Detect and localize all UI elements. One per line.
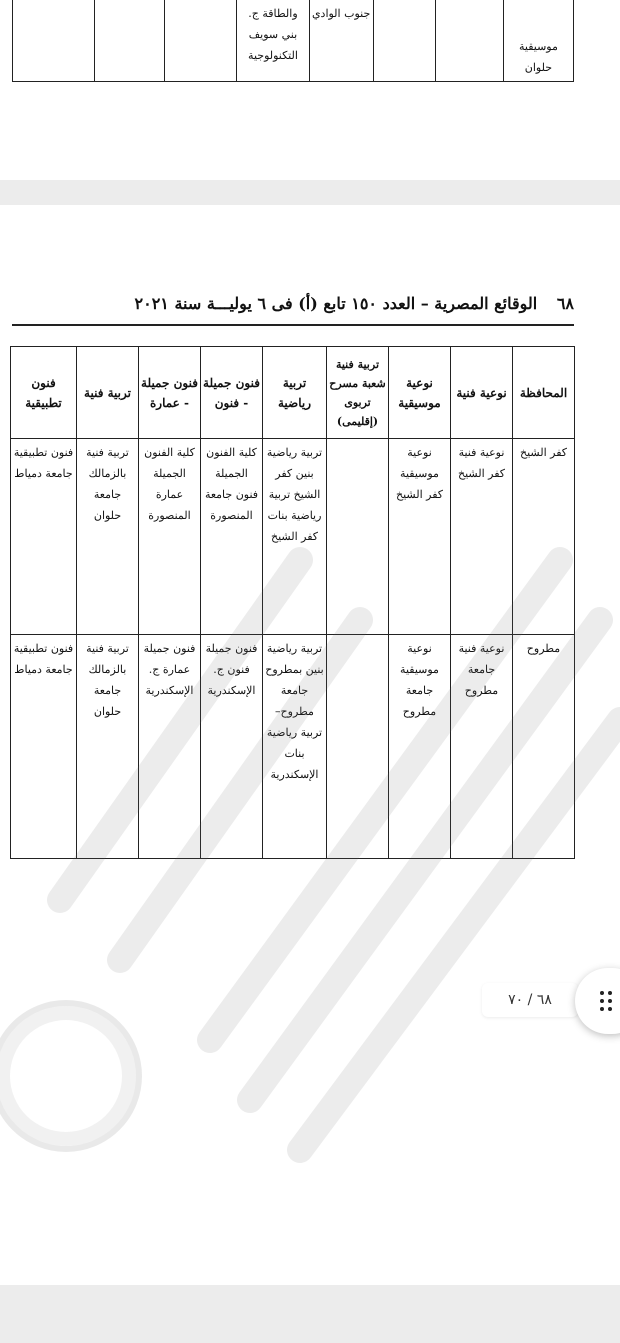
table-cell: مطروح xyxy=(513,635,575,859)
page-header xyxy=(12,292,574,326)
column-header: تربية فنية شعبة مسرح تربوى (إقليمى) xyxy=(327,347,389,439)
column-header: تربية فنية xyxy=(77,347,139,439)
table-cell: تربية رياضية بنين بمطروح جامعة مطروح– تربية رياضية بنات الإسكندرية xyxy=(263,635,327,859)
column-header: نوعية فنية xyxy=(451,347,513,439)
page-indicator: ٦٨ / ٧٠ xyxy=(482,983,578,1017)
table-cell xyxy=(327,439,389,635)
table-cell: نوعية فنية جامعة مطروح xyxy=(451,635,513,859)
column-header: فنون تطبيقية xyxy=(11,347,77,439)
grid-dots-icon xyxy=(600,991,612,1011)
table-cell: موسيقية حلوان xyxy=(503,0,573,82)
table-row xyxy=(11,439,575,635)
previous-page xyxy=(0,0,620,180)
table-cell: تربية رياضية بنين كفر الشيخ تربية رياضية بنات كفر الشيخ xyxy=(263,439,327,635)
column-header: فنون جميلة - فنون xyxy=(201,347,263,439)
table-cell: جنوب الوادي xyxy=(309,0,373,82)
column-header: تربية رياضية xyxy=(263,347,327,439)
table-cell xyxy=(165,0,237,82)
table-cell xyxy=(327,635,389,859)
page-header-title: الوقائع المصرية – العدد ١٥٠ تابع (أ) فى ٦ يوليـــة سنة ٢٠٢١ xyxy=(134,294,538,313)
column-header: نوعية موسيقية xyxy=(389,347,451,439)
table-cell: فنون جميلة فنون ج. الإسكندرية xyxy=(201,635,263,859)
table-cell xyxy=(95,0,165,82)
table-header-row xyxy=(11,347,575,439)
table-cell: فنون جميلة عمارة ج. الإسكندرية xyxy=(139,635,201,859)
table-cell xyxy=(435,0,503,82)
table-cell xyxy=(13,0,95,82)
table-cell: تربية فنية بالزمالك جامعة حلوان xyxy=(77,635,139,859)
column-header: المحافظة xyxy=(513,347,575,439)
table-cell: فنون تطبيقية جامعة دمياط xyxy=(11,439,77,635)
table-cell xyxy=(373,0,435,82)
table-cell: كلية الفنون الجميلة فنون جامعة المنصورة xyxy=(201,439,263,635)
column-header: فنون جميلة - عمارة xyxy=(139,347,201,439)
table-cell: نوعية موسيقية كفر الشيخ xyxy=(389,439,451,635)
previous-page-table xyxy=(12,0,574,82)
table-cell: تربية فنية بالزمالك جامعة حلوان xyxy=(77,439,139,635)
page-number: ٦٨ xyxy=(556,294,574,313)
table-cell: فنون تطبيقية جامعة دمياط xyxy=(11,635,77,859)
table-cell: والطاقة ج. بني سويف التكنولوجية xyxy=(237,0,309,82)
table-cell: نوعية موسيقية جامعة مطروح xyxy=(389,635,451,859)
table-row xyxy=(11,635,575,859)
admissions-table xyxy=(10,346,575,859)
table-cell: نوعية فنية كفر الشيخ xyxy=(451,439,513,635)
table-cell: كفر الشيخ xyxy=(513,439,575,635)
table-cell: كلية الفنون الجميلة عمارة المنصورة xyxy=(139,439,201,635)
